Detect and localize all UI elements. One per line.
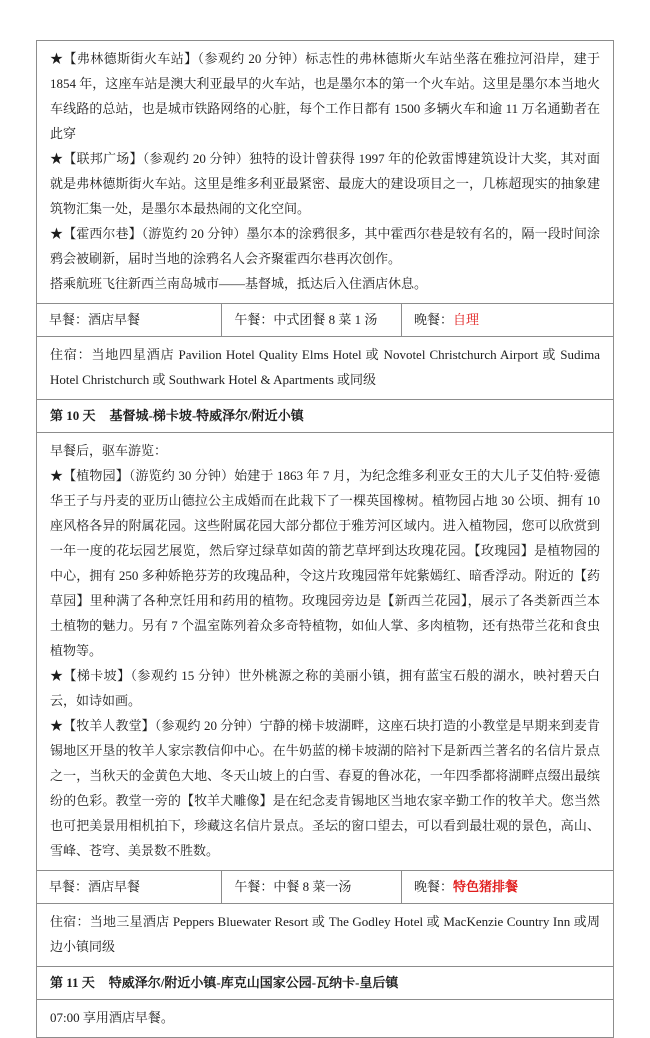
breakfast-label: 早餐： — [49, 312, 89, 327]
breakfast-label: 早餐： — [49, 879, 89, 894]
dinner-label: 晚餐： — [414, 312, 454, 327]
activity-paragraph-flight-to-christchurch: 搭乘航班飞往新西兰南岛城市——基督城，抵达后入住酒店休息。 — [50, 276, 428, 291]
activity-paragraph-intro: 早餐后，驱车游览： — [50, 443, 168, 458]
hotel-label: 住宿： — [50, 347, 92, 362]
hotel-label: 住宿： — [50, 914, 90, 929]
day10-label: 第 10 天 — [50, 408, 96, 423]
lunch-value: 中式团餐 8 菜 1 汤 — [273, 312, 378, 327]
activity-paragraph-church-of-good-shepherd: ★【牧羊人教堂】（参观约 20 分钟）宁静的梯卡坡湖畔，这座石块打造的小教堂是早期来到麦肯锡地区开垦的牧羊人家宗教信仰中心。在牛奶蓝的梯卡坡湖的陪衬下是新西兰著名的名信片景点之一，当秋天的金黄色大地、冬天山坡上的白雪、春夏的鲁冰花，一年四季都将湖畔点缀出最缤纷的色彩。教堂一旁的【牧羊犬雕像】是在纪念麦肯锡地区当地农家辛勤工作的牧羊犬。您当然也可把美景用相机拍下，珍藏这名信片景点。圣坛的窗口望去，可以看到最壮观的景色，高山、雪峰、苍穹、美景数不胜数。 — [50, 718, 600, 858]
activity-paragraph-tekapo: ★【梯卡坡】（参观约 15 分钟）世外桃源之称的美丽小镇，拥有蓝宝石般的湖水，映衬碧天白云，如诗如画。 — [50, 668, 600, 708]
day9-meals-row — [37, 303, 613, 336]
itinerary-table — [36, 40, 614, 1038]
day10-header-row — [37, 399, 613, 432]
day9-dinner-cell — [401, 304, 613, 336]
activity-paragraph-flinders-station: ★【弗林德斯街火车站】（参观约 20 分钟）标志性的弗林德斯火车站坐落在雅拉河沿岸，建于 1854 年，这座车站是澳大利亚最早的火车站，也是墨尔本的第一个火车站。这里是墨尔本当地火车线路的总站，也是城市铁路网络的心脏，每个工作日都有 1500 多辆火车和逾 11 万名通勤者在此穿 — [50, 51, 600, 141]
day10-activities-cell — [37, 432, 613, 870]
day11-header-row — [37, 966, 613, 999]
dinner-value: 特色猪排餐 — [453, 879, 519, 894]
breakfast-value: 酒店早餐 — [88, 312, 141, 327]
day11-activities-cell — [37, 999, 613, 1037]
lunch-value: 中餐 8 菜一汤 — [273, 879, 352, 894]
day9-lunch-cell — [221, 304, 401, 336]
day10-dinner-cell — [401, 871, 613, 903]
activity-paragraph-hosier-lane: ★【霍西尔巷】（游览约 20 分钟）墨尔本的涂鸦很多，其中霍西尔巷是较有名的，隔一段时间涂鸦会被刷新，届时当地的涂鸦名人会齐聚霍西尔巷再次创作。 — [50, 226, 600, 266]
day10-route: 基督城-梯卡坡-特威泽尔/附近小镇 — [109, 408, 304, 423]
day10-breakfast-cell — [37, 871, 221, 903]
hotel-value: 当地四星酒店 Pavilion Hotel Quality Elms Hotel 或 Novotel Christchurch Airport 或 Sudima Hotel Christchurch 或 Southwark Hotel & Apartments 或同级 — [50, 347, 600, 387]
activity-paragraph-breakfast-time: 07:00 享用酒店早餐。 — [50, 1010, 174, 1025]
dinner-value: 自理 — [453, 312, 480, 327]
activity-paragraph-botanic-garden: ★【植物园】（游览约 30 分钟）始建于 1863 年 7 月，为纪念维多利亚女王的大儿子艾伯特·爱德华王子与丹麦的亚历山德拉公主成婚而在此栽下了一棵英国橡树。植物园占地 30 公顷、拥有 10 座风格各异的附属花园。这些附属花园大部分都位于雅芳河区域内。进入植物园，您可以欣赏到一年一度的花坛园艺展览，然后穿过绿草如茵的箭艺草坪到达玫瑰花园。【玫瑰园】是植物园的中心，拥有 250 多种娇艳芬芳的玫瑰品种，令这片玫瑰园常年姹紫嫣红、暗香浮动。附近的【药草园】里种满了各种烹饪用和药用的植物。玫瑰园旁边是【新西兰花园】，展示了各类新西兰本土植物的魅力。另有 7 个温室陈列着众多奇特植物，如仙人掌、多肉植物，还有热带兰花和食虫植物等。 — [50, 468, 600, 658]
activity-paragraph-federation-square: ★【联邦广场】（参观约 20 分钟）独特的设计曾获得 1997 年的伦敦雷博建筑设计大奖，其对面就是弗林德斯街火车站。这里是维多利亚最紧密、最庞大的建设项目之一，几栋超现实的抽象建筑物汇集一处，是墨尔本最热闹的文化空间。 — [50, 151, 600, 216]
day9-activities-cell — [37, 41, 613, 303]
hotel-value: 当地三星酒店 Peppers Bluewater Resort 或 The Godley Hotel 或 MacKenzie Country Inn 或周边小镇同级 — [50, 914, 600, 954]
dinner-label: 晚餐： — [414, 879, 454, 894]
lunch-label: 午餐： — [234, 879, 274, 894]
day11-label: 第 11 天 — [50, 975, 95, 990]
lunch-label: 午餐： — [234, 312, 274, 327]
day9-breakfast-cell — [37, 304, 221, 336]
day11-route: 特威泽尔/附近小镇-库克山国家公园-瓦纳卡-皇后镇 — [108, 975, 399, 990]
day10-lunch-cell — [221, 871, 401, 903]
day9-hotel-row — [37, 336, 613, 399]
day10-hotel-row — [37, 903, 613, 966]
day10-meals-row — [37, 870, 613, 903]
breakfast-value: 酒店早餐 — [88, 879, 141, 894]
